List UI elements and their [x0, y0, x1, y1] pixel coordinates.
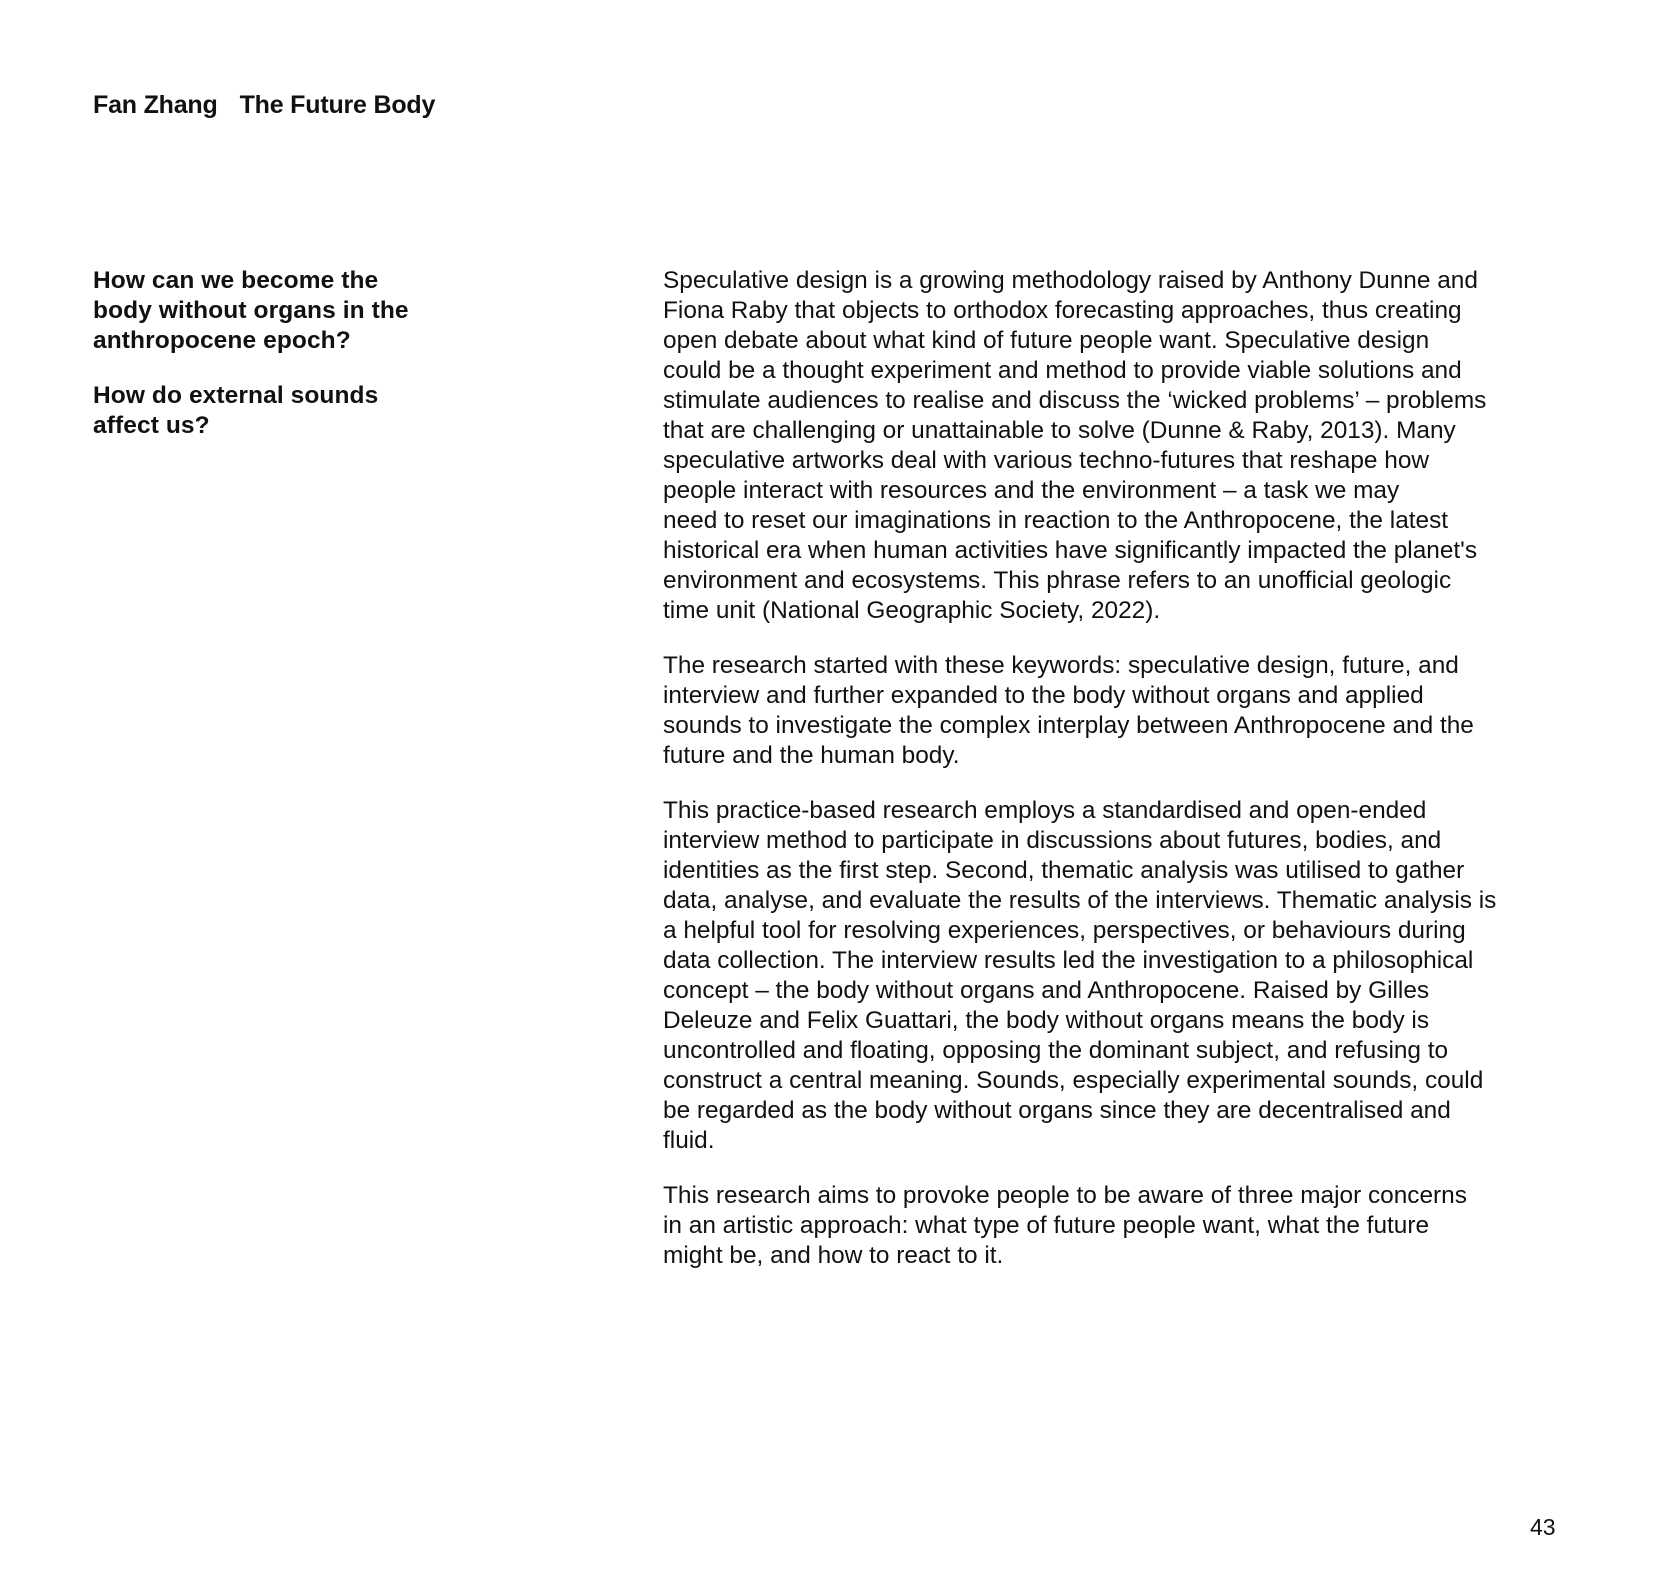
text-line: stimulate audiences to realise and discuss the ‘wicked problems’ – problems — [663, 387, 1487, 414]
question-line: How do external sounds — [93, 382, 379, 409]
text-line: environment and ecosystems. This phrase refers to an unofficial geologic — [663, 567, 1452, 594]
text-line: This research aims to provoke people to be aware of three major concerns — [663, 1182, 1467, 1209]
page-number: 43 — [1530, 1514, 1556, 1540]
paragraph-speculative-design — [663, 266, 1563, 626]
text-line: historical era when human activities have significantly impacted the planet's — [663, 537, 1478, 564]
paragraph-methodology — [663, 796, 1563, 1156]
text-line: Fiona Raby that objects to orthodox forecasting approaches, thus creating — [663, 297, 1462, 324]
research-question — [93, 381, 453, 441]
text-line: speculative artworks deal with various techno-futures that reshape how — [663, 447, 1429, 474]
text-line: a helpful tool for resolving experiences, perspectives, or behaviours during — [663, 917, 1466, 944]
text-line: might be, and how to react to it. — [663, 1242, 1004, 1269]
question-line: affect us? — [93, 412, 210, 439]
paragraph-keywords — [663, 651, 1563, 771]
text-line: time unit (National Geographic Society, 2022). — [663, 597, 1161, 624]
paragraph-aims — [663, 1181, 1563, 1271]
text-line: interview and further expanded to the body without organs and applied — [663, 682, 1424, 709]
text-line: could be a thought experiment and method to provide viable solutions and — [663, 357, 1462, 384]
text-line: data, analyse, and evaluate the results of the interviews. Thematic analysis is — [663, 887, 1497, 914]
text-line: in an artistic approach: what type of future people want, what the future — [663, 1212, 1430, 1239]
text-line: be regarded as the body without organs since they are decentralised and — [663, 1097, 1451, 1124]
running-head — [93, 90, 435, 120]
body-text — [663, 266, 1563, 1296]
text-line: Speculative design is a growing methodology raised by Anthony Dunne and — [663, 267, 1478, 294]
author-name: Fan Zhang — [93, 91, 218, 119]
question-line: How can we become the — [93, 267, 379, 294]
text-line: sounds to investigate the complex interplay between Anthropocene and the — [663, 712, 1474, 739]
text-line: open debate about what kind of future people want. Speculative design — [663, 327, 1430, 354]
text-line: interview method to participate in discussions about futures, bodies, and — [663, 827, 1442, 854]
text-line: future and the human body. — [663, 742, 960, 769]
text-line: The research started with these keywords: speculative design, future, and — [663, 652, 1459, 679]
text-line: uncontrolled and floating, opposing the dominant subject, and refusing to — [663, 1037, 1449, 1064]
text-line: identities as the first step. Second, thematic analysis was utilised to gather — [663, 857, 1465, 884]
work-title: The Future Body — [239, 91, 436, 119]
text-line: that are challenging or unattainable to solve (Dunne & Raby, 2013). Many — [663, 417, 1456, 444]
text-line: data collection. The interview results led the investigation to a philosophical — [663, 947, 1474, 974]
research-questions — [93, 266, 453, 466]
text-line: fluid. — [663, 1127, 715, 1154]
question-line: anthropocene epoch? — [93, 327, 351, 354]
text-line: This practice-based research employs a standardised and open-ended — [663, 797, 1427, 824]
research-question — [93, 266, 453, 356]
text-line: people interact with resources and the environment – a task we may — [663, 477, 1400, 504]
text-line: concept – the body without organs and Anthropocene. Raised by Gilles — [663, 977, 1430, 1004]
question-line: body without organs in the — [93, 297, 409, 324]
text-line: need to reset our imaginations in reaction to the Anthropocene, the latest — [663, 507, 1449, 534]
text-line: construct a central meaning. Sounds, especially experimental sounds, could — [663, 1067, 1484, 1094]
text-line: Deleuze and Felix Guattari, the body without organs means the body is — [663, 1007, 1430, 1034]
